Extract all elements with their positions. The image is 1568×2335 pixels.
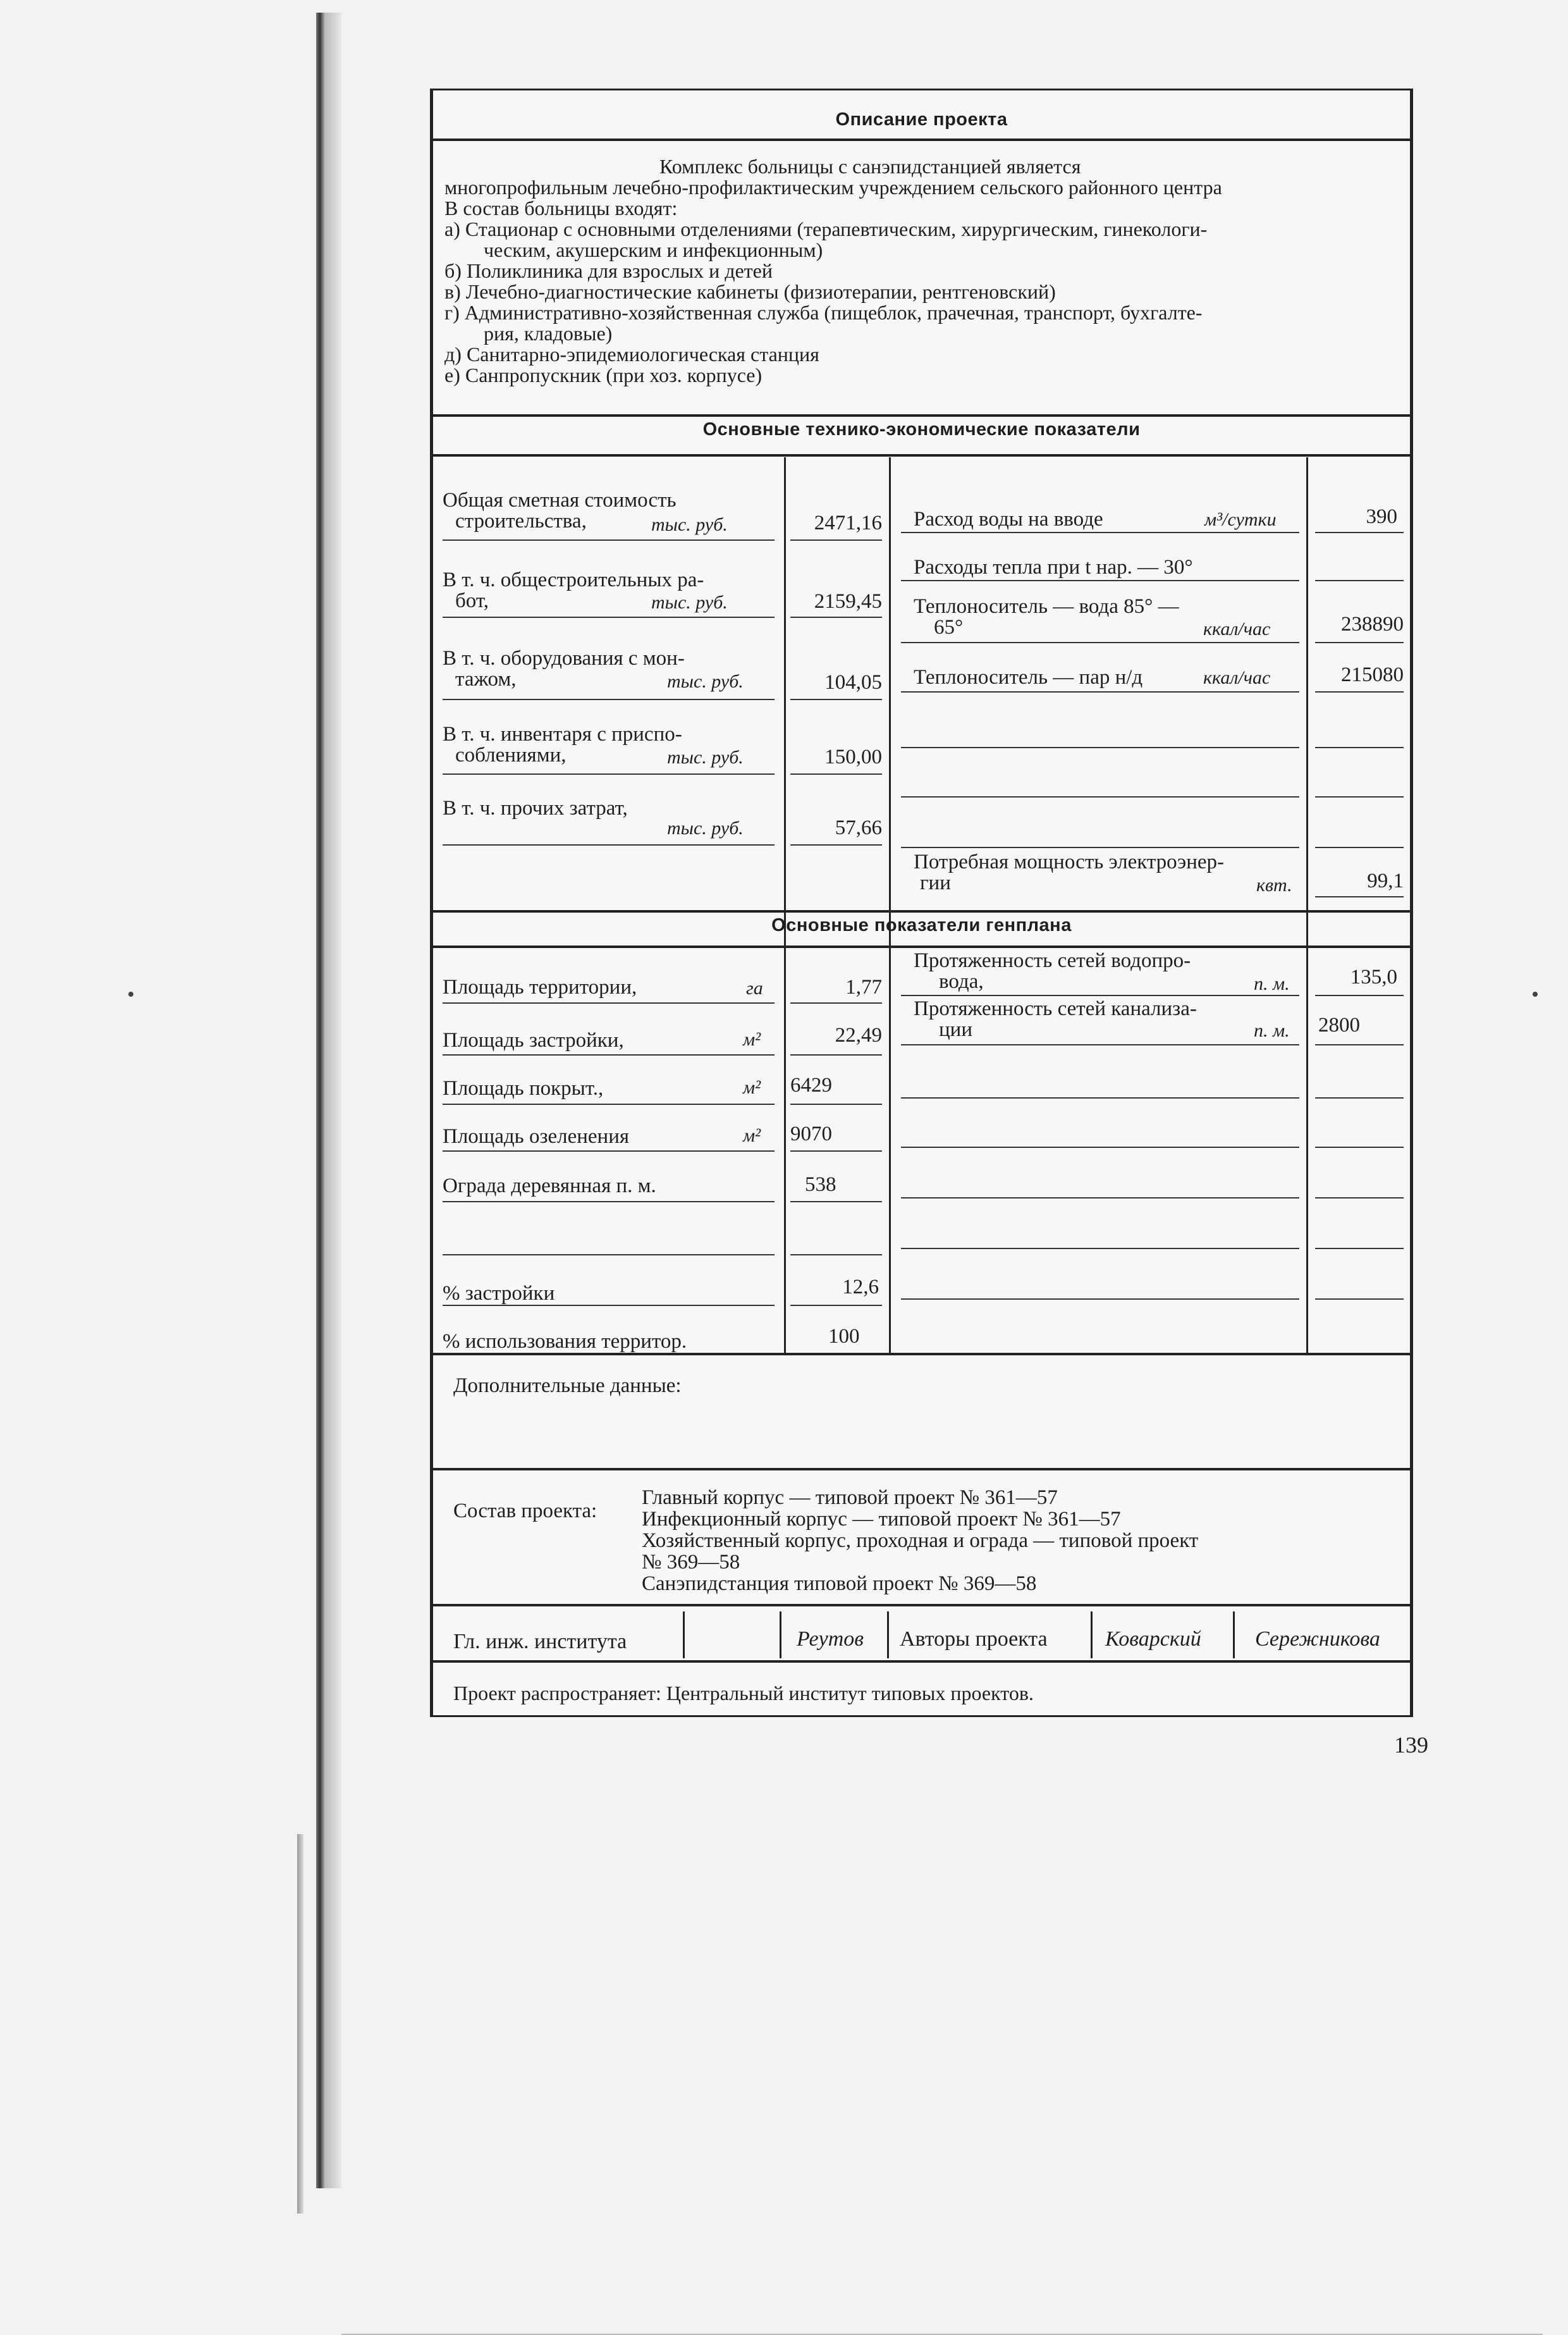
tech-title: Основные технико-экономические показатели xyxy=(702,419,1141,440)
punch-hole-mark xyxy=(128,992,133,997)
genplan-label: % использования территор. xyxy=(443,1330,687,1353)
author-name: Коварский xyxy=(1105,1627,1201,1651)
tech-unit: тыс. руб. xyxy=(667,671,744,692)
composition-line: Главный корпус — типовой проект № 361—57 xyxy=(642,1486,1058,1509)
signature-divider xyxy=(887,1611,889,1658)
tech-label: тажом, xyxy=(455,668,517,691)
tech-value: 57,66 xyxy=(835,816,882,839)
genplan-label: Площадь территории, xyxy=(443,976,637,999)
tech-label: Потребная мощность электроэнер- xyxy=(914,851,1225,873)
genplan-right-row-1 xyxy=(914,951,1293,992)
description-text xyxy=(444,156,1399,386)
genplan-value: 538 xyxy=(805,1173,836,1196)
description-title: Описание проекта xyxy=(835,109,1008,130)
genplan-unit: п. м. xyxy=(1254,1020,1290,1041)
row-rule xyxy=(901,642,1299,643)
genplan-label: Площадь застройки, xyxy=(443,1029,624,1052)
row-rule xyxy=(901,1044,1299,1045)
composition-line: Инфекционный корпус — типовой проект № 361—57 xyxy=(642,1508,1121,1531)
distribution-note: Проект распространяет: Центральный институт типовых проектов. xyxy=(453,1682,1034,1704)
row-rule xyxy=(790,699,882,700)
composition-label: Состав проекта: xyxy=(453,1500,597,1522)
row-rule xyxy=(1315,1044,1404,1045)
genplan-label: ции xyxy=(939,1018,972,1041)
tech-unit: ккал/час xyxy=(1203,667,1271,688)
divider xyxy=(433,1353,1410,1355)
row-rule xyxy=(443,1104,775,1105)
composition-line xyxy=(642,1530,1397,1551)
row-rule xyxy=(443,773,775,775)
page-binding-edge-lower xyxy=(297,1834,303,2214)
divider xyxy=(433,1660,1410,1663)
page-binding-edge xyxy=(316,13,341,2188)
tech-unit: тыс. руб. xyxy=(651,592,728,613)
genplan-right-row-2 xyxy=(914,999,1293,1040)
row-rule xyxy=(443,1305,775,1306)
description-line: а) Стационар с основными отделениями (терапевтическим, хирургическим, гинекологи- xyxy=(444,218,1208,240)
genplan-title: Основные показатели генплана xyxy=(771,915,1072,935)
description-line: рия, кладовые) xyxy=(484,322,613,345)
genplan-value: 2800 xyxy=(1318,1014,1360,1037)
row-rule xyxy=(790,1054,882,1056)
tech-label: В т. ч. общестроительных ра- xyxy=(443,569,704,591)
row-rule xyxy=(1315,1147,1404,1148)
divider xyxy=(433,454,1410,457)
row-rule xyxy=(901,532,1299,533)
description-line: ческим, акушерским и инфекционным) xyxy=(484,238,823,261)
description-line: Комплекс больницы с санэпидстанцией является xyxy=(659,155,1081,178)
row-rule xyxy=(790,1254,882,1255)
genplan-unit: га xyxy=(746,978,763,999)
row-rule xyxy=(790,1305,882,1306)
tech-label: Теплоноситель — вода 85° — xyxy=(914,595,1179,618)
tech-unit: тыс. руб. xyxy=(651,514,728,535)
tech-unit: квт. xyxy=(1256,875,1292,896)
row-rule xyxy=(443,617,775,618)
row-rule xyxy=(901,1298,1299,1300)
row-rule xyxy=(901,1097,1299,1099)
tech-value: 99,1 xyxy=(1367,870,1404,892)
row-rule xyxy=(1315,532,1404,533)
row-rule xyxy=(790,773,882,775)
row-rule xyxy=(443,1054,775,1056)
column-divider xyxy=(889,948,891,1353)
divider xyxy=(433,414,1410,417)
row-rule xyxy=(443,539,775,541)
chief-engineer-label: Гл. инж. института xyxy=(453,1630,627,1653)
row-rule xyxy=(790,844,882,846)
tech-label: бот, xyxy=(455,589,489,612)
genplan-unit: м² xyxy=(743,1077,761,1098)
divider xyxy=(433,139,1410,141)
genplan-value: 1,77 xyxy=(845,976,882,999)
row-rule xyxy=(901,580,1299,581)
signature-divider xyxy=(1233,1611,1235,1658)
row-rule xyxy=(1315,1298,1404,1300)
tech-label: гии xyxy=(920,872,951,894)
signature-divider xyxy=(683,1611,685,1658)
genplan-label: Площадь озеленения xyxy=(443,1125,630,1148)
column-divider xyxy=(1306,948,1308,1353)
composition-line: Санэпидстанция типовой проект № 369—58 xyxy=(642,1572,1037,1595)
genplan-value: 12,6 xyxy=(842,1276,879,1298)
genplan-value: 9070 xyxy=(790,1123,832,1145)
divider xyxy=(433,946,1410,948)
genplan-label: Протяженность сетей водопро- xyxy=(914,949,1191,972)
tech-label: В т. ч. инвентаря с приспо- xyxy=(443,723,682,746)
row-rule xyxy=(790,539,882,541)
divider xyxy=(433,1468,1410,1470)
genplan-label: % застройки xyxy=(443,1282,555,1305)
row-rule xyxy=(1315,747,1404,748)
author-name: Сережникова xyxy=(1255,1627,1380,1651)
genplan-value: 100 xyxy=(828,1325,860,1348)
composition-line: № 369—58 xyxy=(642,1551,740,1574)
row-rule xyxy=(901,1197,1299,1198)
row-rule xyxy=(901,747,1299,748)
tech-label: В т. ч. оборудования с мон- xyxy=(443,647,685,670)
tech-value: 238890 xyxy=(1341,613,1404,636)
description-line: многопрофильным лечебно-профилактическим учреждением сельского районного центра xyxy=(444,176,1222,199)
composition-line-text: Хозяйственный корпус, проходная и ограда — типовой проект xyxy=(642,1529,1199,1552)
tech-unit: м³/сутки xyxy=(1204,509,1277,530)
row-rule xyxy=(790,1150,882,1152)
tech-unit: ккал/час xyxy=(1203,619,1271,639)
row-rule xyxy=(1315,691,1404,693)
row-rule xyxy=(1315,796,1404,798)
row-rule xyxy=(1315,580,1404,581)
tech-value: 390 xyxy=(1366,505,1397,528)
row-rule xyxy=(790,1104,882,1105)
description-line: г) Административно-хозяйственная служба (пищеблок, прачечная, транспорт, бухгалте- xyxy=(444,301,1203,324)
tech-label: Расходы тепла при t нар. — 30° xyxy=(914,556,1193,579)
divider xyxy=(433,910,1410,913)
genplan-unit: п. м. xyxy=(1254,973,1290,994)
tech-label: строительства, xyxy=(455,510,587,533)
page-number: 139 xyxy=(1394,1732,1428,1758)
row-rule xyxy=(1315,847,1404,848)
divider xyxy=(433,1604,1410,1606)
tech-value: 2471,16 xyxy=(814,512,882,534)
tech-right-row-5 xyxy=(914,852,1293,894)
tech-label: В т. ч. прочих затрат, xyxy=(443,797,628,820)
genplan-label: вода, xyxy=(939,970,984,993)
description-line: б) Поликлиника для взрослых и детей xyxy=(444,259,773,282)
row-rule xyxy=(1315,642,1404,643)
row-rule xyxy=(443,1002,775,1004)
row-rule xyxy=(443,699,775,700)
row-rule xyxy=(901,1147,1299,1148)
description-line: В состав больницы входят: xyxy=(444,197,678,219)
row-rule xyxy=(790,1201,882,1202)
genplan-unit: м² xyxy=(743,1125,761,1146)
tech-value: 2159,45 xyxy=(814,590,882,613)
genplan-value: 6429 xyxy=(790,1074,832,1097)
row-rule xyxy=(901,796,1299,798)
row-rule xyxy=(790,1002,882,1004)
tech-unit: тыс. руб. xyxy=(667,818,744,839)
tech-label: 65° xyxy=(934,616,964,639)
row-rule xyxy=(901,691,1299,693)
row-rule xyxy=(443,1254,775,1255)
chief-engineer-name: Реутов xyxy=(797,1627,864,1651)
tech-unit: тыс. руб. xyxy=(667,747,744,768)
signature-divider xyxy=(1091,1611,1093,1658)
authors-label: Авторы проекта xyxy=(900,1627,1048,1651)
tech-label: Расход воды на вводе xyxy=(914,508,1103,531)
genplan-value: 22,49 xyxy=(835,1024,882,1047)
row-rule xyxy=(901,995,1299,996)
tech-value: 104,05 xyxy=(824,671,882,694)
row-rule xyxy=(1315,1248,1404,1249)
row-rule xyxy=(443,844,775,846)
signature-divider xyxy=(780,1611,781,1658)
description-line: в) Лечебно-диагностические кабинеты (физиотерапии, рентгеновский) xyxy=(444,280,1056,303)
row-rule xyxy=(443,1150,775,1152)
genplan-value: 135,0 xyxy=(1350,966,1397,989)
composition-list xyxy=(642,1487,1397,1594)
row-rule xyxy=(790,617,882,618)
tech-label: соблениями, xyxy=(455,744,567,767)
additional-data-label: Дополнительные данные: xyxy=(453,1374,682,1397)
row-rule xyxy=(901,847,1299,848)
row-rule xyxy=(1315,1197,1404,1198)
row-rule xyxy=(1315,1097,1404,1099)
row-rule xyxy=(1315,896,1404,897)
tech-label: Общая сметная стоимость xyxy=(443,489,677,512)
description-line: д) Санитарно-эпидемиологическая станция xyxy=(444,343,819,366)
genplan-label: Протяженность сетей канализа- xyxy=(914,997,1197,1020)
genplan-label: Площадь покрыт., xyxy=(443,1077,604,1100)
punch-hole-mark xyxy=(1533,992,1538,997)
row-rule xyxy=(1315,995,1404,996)
tech-value: 150,00 xyxy=(824,746,882,768)
genplan-label: Ограда деревянная п. м. xyxy=(443,1174,656,1197)
column-divider xyxy=(784,948,786,1353)
project-form xyxy=(430,89,1413,1717)
genplan-unit: м² xyxy=(743,1029,761,1050)
row-rule xyxy=(443,1201,775,1202)
row-rule xyxy=(901,1248,1299,1249)
description-line: е) Санпропускник (при хоз. корпусе) xyxy=(444,364,763,386)
tech-value: 215080 xyxy=(1341,663,1404,686)
tech-label: Теплоноситель — пар н/д xyxy=(914,666,1143,689)
